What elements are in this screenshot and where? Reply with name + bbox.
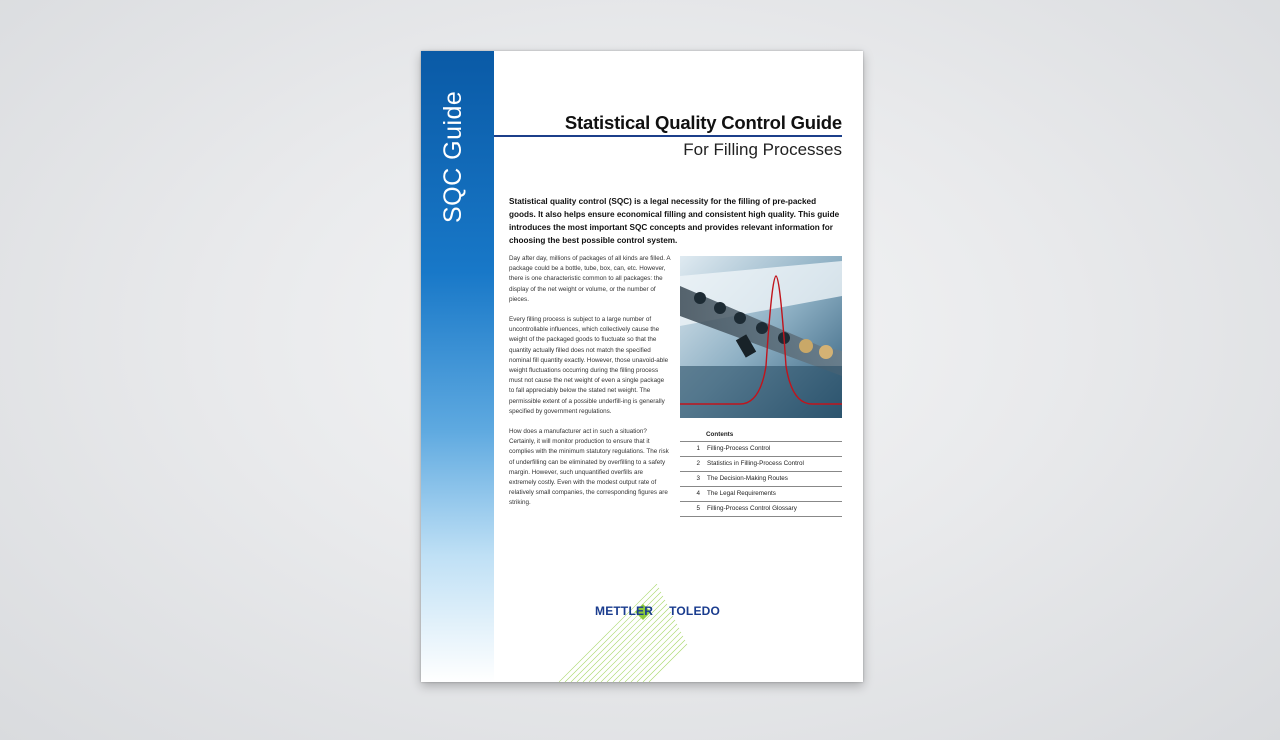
contents-item-label: Statistics in Filling-Process Control <box>707 460 804 467</box>
mettler-toledo-logo <box>595 604 720 618</box>
filling-line-photo <box>680 256 842 418</box>
contents-table <box>680 429 842 517</box>
sidebar-title-text: SQC Guide <box>439 90 467 223</box>
logo-text-left: METTLER <box>595 604 654 618</box>
title-rule <box>494 135 842 137</box>
contents-item <box>680 502 842 517</box>
contents-item <box>680 457 842 472</box>
contents-item-number: 1 <box>696 445 700 452</box>
contents-item-number: 5 <box>696 505 700 512</box>
body-paragraph: How does a manufacturer act in such a situation? Certainly, it will monitor production to ensure that it complies with the minimum statutory regulations. The risk of underfilling can be eliminated by overfilling to a safety margin. However, such unquantified overfills are extremely costly. Even with the modest output rate of relatively small companies, the corresponding figures are striking. <box>509 428 669 507</box>
contents-item-number: 4 <box>696 490 700 497</box>
contents-item-label: The Legal Requirements <box>707 490 776 497</box>
contents-item <box>680 487 842 502</box>
contents-item-label: The Decision-Making Routes <box>707 475 788 482</box>
logo-line-pattern <box>559 584 689 682</box>
body-text-column <box>509 254 671 519</box>
contents-item-label: Filling-Process Control <box>707 445 771 452</box>
contents-item-number: 2 <box>696 460 700 467</box>
logo-text-right: TOLEDO <box>669 604 721 618</box>
body-paragraph: Day after day, millions of packages of all kinds are filled. A package could be a bottle, tube, box, can, etc. However, there is one characteristic common to all packages: the display of the net weight or volume, or the number of pieces. <box>509 255 671 303</box>
contents-item-number: 3 <box>696 475 700 482</box>
contents-item-label: Filling-Process Control Glossary <box>707 505 797 512</box>
body-paragraph: Every filling process is subject to a large number of uncontrollable influences, which collectively cause the weight of the packaged goods to fluctuate so that the quantity actually filled does not match the specified nominal fill quantity exactly. However, those unavoid-able weight fluctuations occurring during the filling process must not cause the net weight of even a single package to fall appreciably below the stated net weight. The permissible extent of a possible underfill-ing is generally specified by government regulations. <box>509 316 669 415</box>
document-page <box>421 51 863 682</box>
document-title: Statistical Quality Control Guide <box>564 112 842 133</box>
intro-paragraph: Statistical quality control (SQC) is a legal necessity for the filling of pre-packed goods. It also helps ensure economical filling and consistent high quality. This guide introduces the most important SQC concepts and provides relevant information for choosing the best possible control system. <box>509 197 840 245</box>
document-subtitle: For Filling Processes <box>683 140 842 159</box>
filling-line-illustration <box>680 256 842 418</box>
contents-heading: Contents <box>680 429 842 442</box>
contents-item <box>680 442 842 457</box>
blue-sidebar <box>421 51 494 682</box>
contents-item <box>680 472 842 487</box>
